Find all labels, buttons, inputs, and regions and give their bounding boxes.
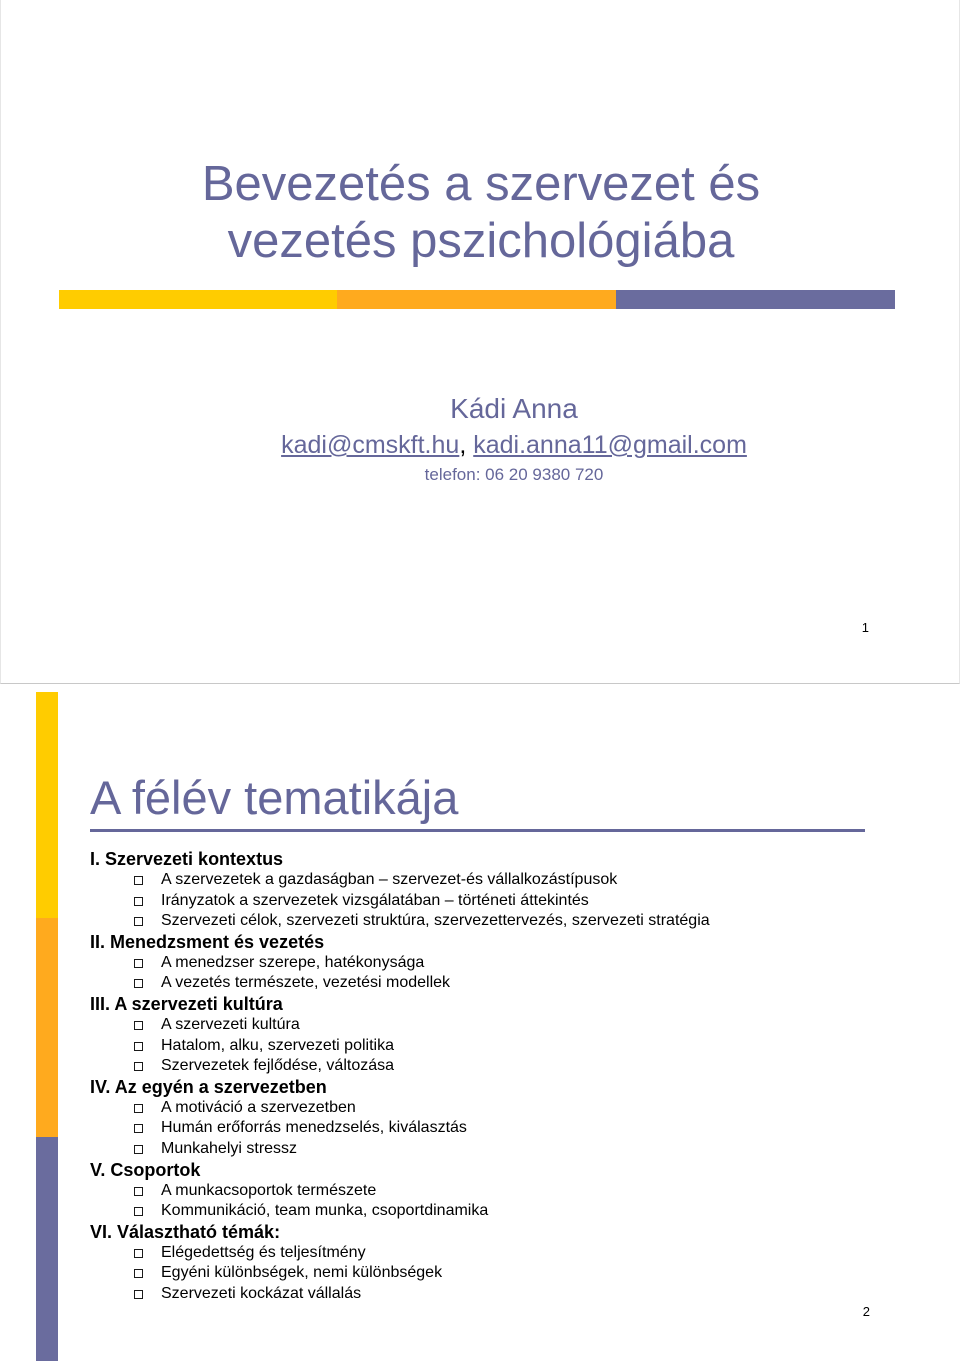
list-item-text: A motiváció a szervezetben — [161, 1098, 356, 1116]
side-bar-orange — [36, 918, 58, 1137]
title-underline — [90, 829, 865, 832]
list-item-text: Kommunikáció, team munka, csoportdinamika — [161, 1202, 489, 1220]
side-bar-blue — [36, 1137, 58, 1361]
side-bar-yellow — [36, 692, 58, 918]
list-item-text: Egyéni különbségek, nemi különbségek — [161, 1264, 443, 1282]
section-heading: III. A szervezeti kultúra — [90, 993, 283, 1014]
square-bullet-icon — [134, 1207, 143, 1216]
square-bullet-icon — [134, 1021, 143, 1030]
title-line-1: Bevezetés a szervezet és — [201, 157, 761, 211]
section-heading: IV. Az egyén a szervezetben — [90, 1076, 327, 1097]
square-bullet-icon — [134, 897, 143, 906]
list-item-text: A munkacsoportok természete — [161, 1181, 377, 1199]
square-bullet-icon — [134, 1145, 143, 1154]
square-bullet-icon — [134, 1042, 143, 1051]
list-item — [90, 1098, 890, 1119]
list-item-text: Hatalom, alku, szervezeti politika — [161, 1036, 394, 1054]
email-link-1[interactable]: kadi@cmskft.hu — [281, 431, 460, 459]
square-bullet-icon — [134, 959, 143, 968]
slide-2 — [0, 684, 960, 1367]
email-line — [1, 430, 960, 460]
list-item — [90, 870, 890, 891]
slide-title — [61, 156, 901, 270]
list-item-text: Szervezeti kockázat vállalás — [161, 1284, 362, 1302]
list-item — [90, 1181, 890, 1202]
list-item-text: A menedzser szerepe, hatékonysága — [161, 953, 425, 971]
section-heading: I. Szervezeti kontextus — [90, 849, 284, 869]
square-bullet-icon — [134, 979, 143, 988]
accent-bar-blue — [616, 290, 895, 309]
list-item — [90, 1036, 890, 1057]
section-heading: VI. Választható témák: — [90, 1221, 281, 1242]
email-link-2[interactable]: kadi.anna11@gmail.com — [473, 431, 747, 459]
list-item-text: Humán erőforrás menedzselés, kiválasztás — [161, 1119, 467, 1137]
square-bullet-icon — [134, 1290, 143, 1299]
list-item-text: Elégedettség és teljesítmény — [161, 1243, 366, 1261]
list-item — [90, 1284, 890, 1305]
list-item — [90, 1263, 890, 1284]
page-number: 2 — [862, 1304, 870, 1319]
list-item-text: Irányzatok a szervezetek vizsgálatában – történeti áttekintés — [161, 891, 589, 909]
section-heading: V. Csoportok — [90, 1159, 201, 1180]
list-item — [90, 1201, 890, 1222]
title-line-2: vezetés pszichológiába — [227, 214, 735, 268]
section-heading: II. Menedzsment és vezetés — [90, 931, 325, 952]
page-number: 1 — [861, 620, 869, 635]
list-item-text: Munkahelyi stressz — [161, 1139, 298, 1157]
square-bullet-icon — [134, 876, 143, 885]
square-bullet-icon — [134, 1124, 143, 1133]
list-item-text: A vezetés természete, vezetési modellek — [161, 974, 451, 992]
list-item — [90, 1118, 890, 1139]
square-bullet-icon — [134, 1269, 143, 1278]
square-bullet-icon — [134, 1062, 143, 1071]
square-bullet-icon — [134, 1187, 143, 1196]
list-item — [90, 1056, 890, 1077]
list-item — [90, 1015, 890, 1036]
list-item-text: A szervezeti kultúra — [161, 1015, 300, 1033]
list-item — [90, 891, 890, 912]
list-item-text: A szervezetek a gazdaságban – szervezet-és vállalkozástípusok — [161, 871, 618, 888]
list-item — [90, 973, 890, 994]
square-bullet-icon — [134, 1249, 143, 1258]
accent-bar-orange — [337, 290, 616, 309]
accent-bar-yellow — [59, 290, 337, 309]
phone-number: telefon: 06 20 9380 720 — [424, 465, 604, 484]
square-bullet-icon — [134, 917, 143, 926]
slide-title: A félév tematikája — [90, 771, 459, 824]
list-item — [90, 1243, 890, 1264]
list-item — [90, 911, 890, 932]
list-item — [90, 953, 890, 974]
list-item — [90, 1139, 890, 1160]
syllabus-list — [90, 849, 890, 1305]
list-item-text: Szervezeti célok, szervezeti struktúra, szervezettervezés, szervezeti stratégia — [161, 912, 710, 930]
author-name: Kádi Anna — [450, 393, 578, 424]
list-item-text: Szervezetek fejlődése, változása — [161, 1057, 395, 1075]
square-bullet-icon — [134, 1104, 143, 1113]
email-separator: , — [459, 431, 474, 459]
